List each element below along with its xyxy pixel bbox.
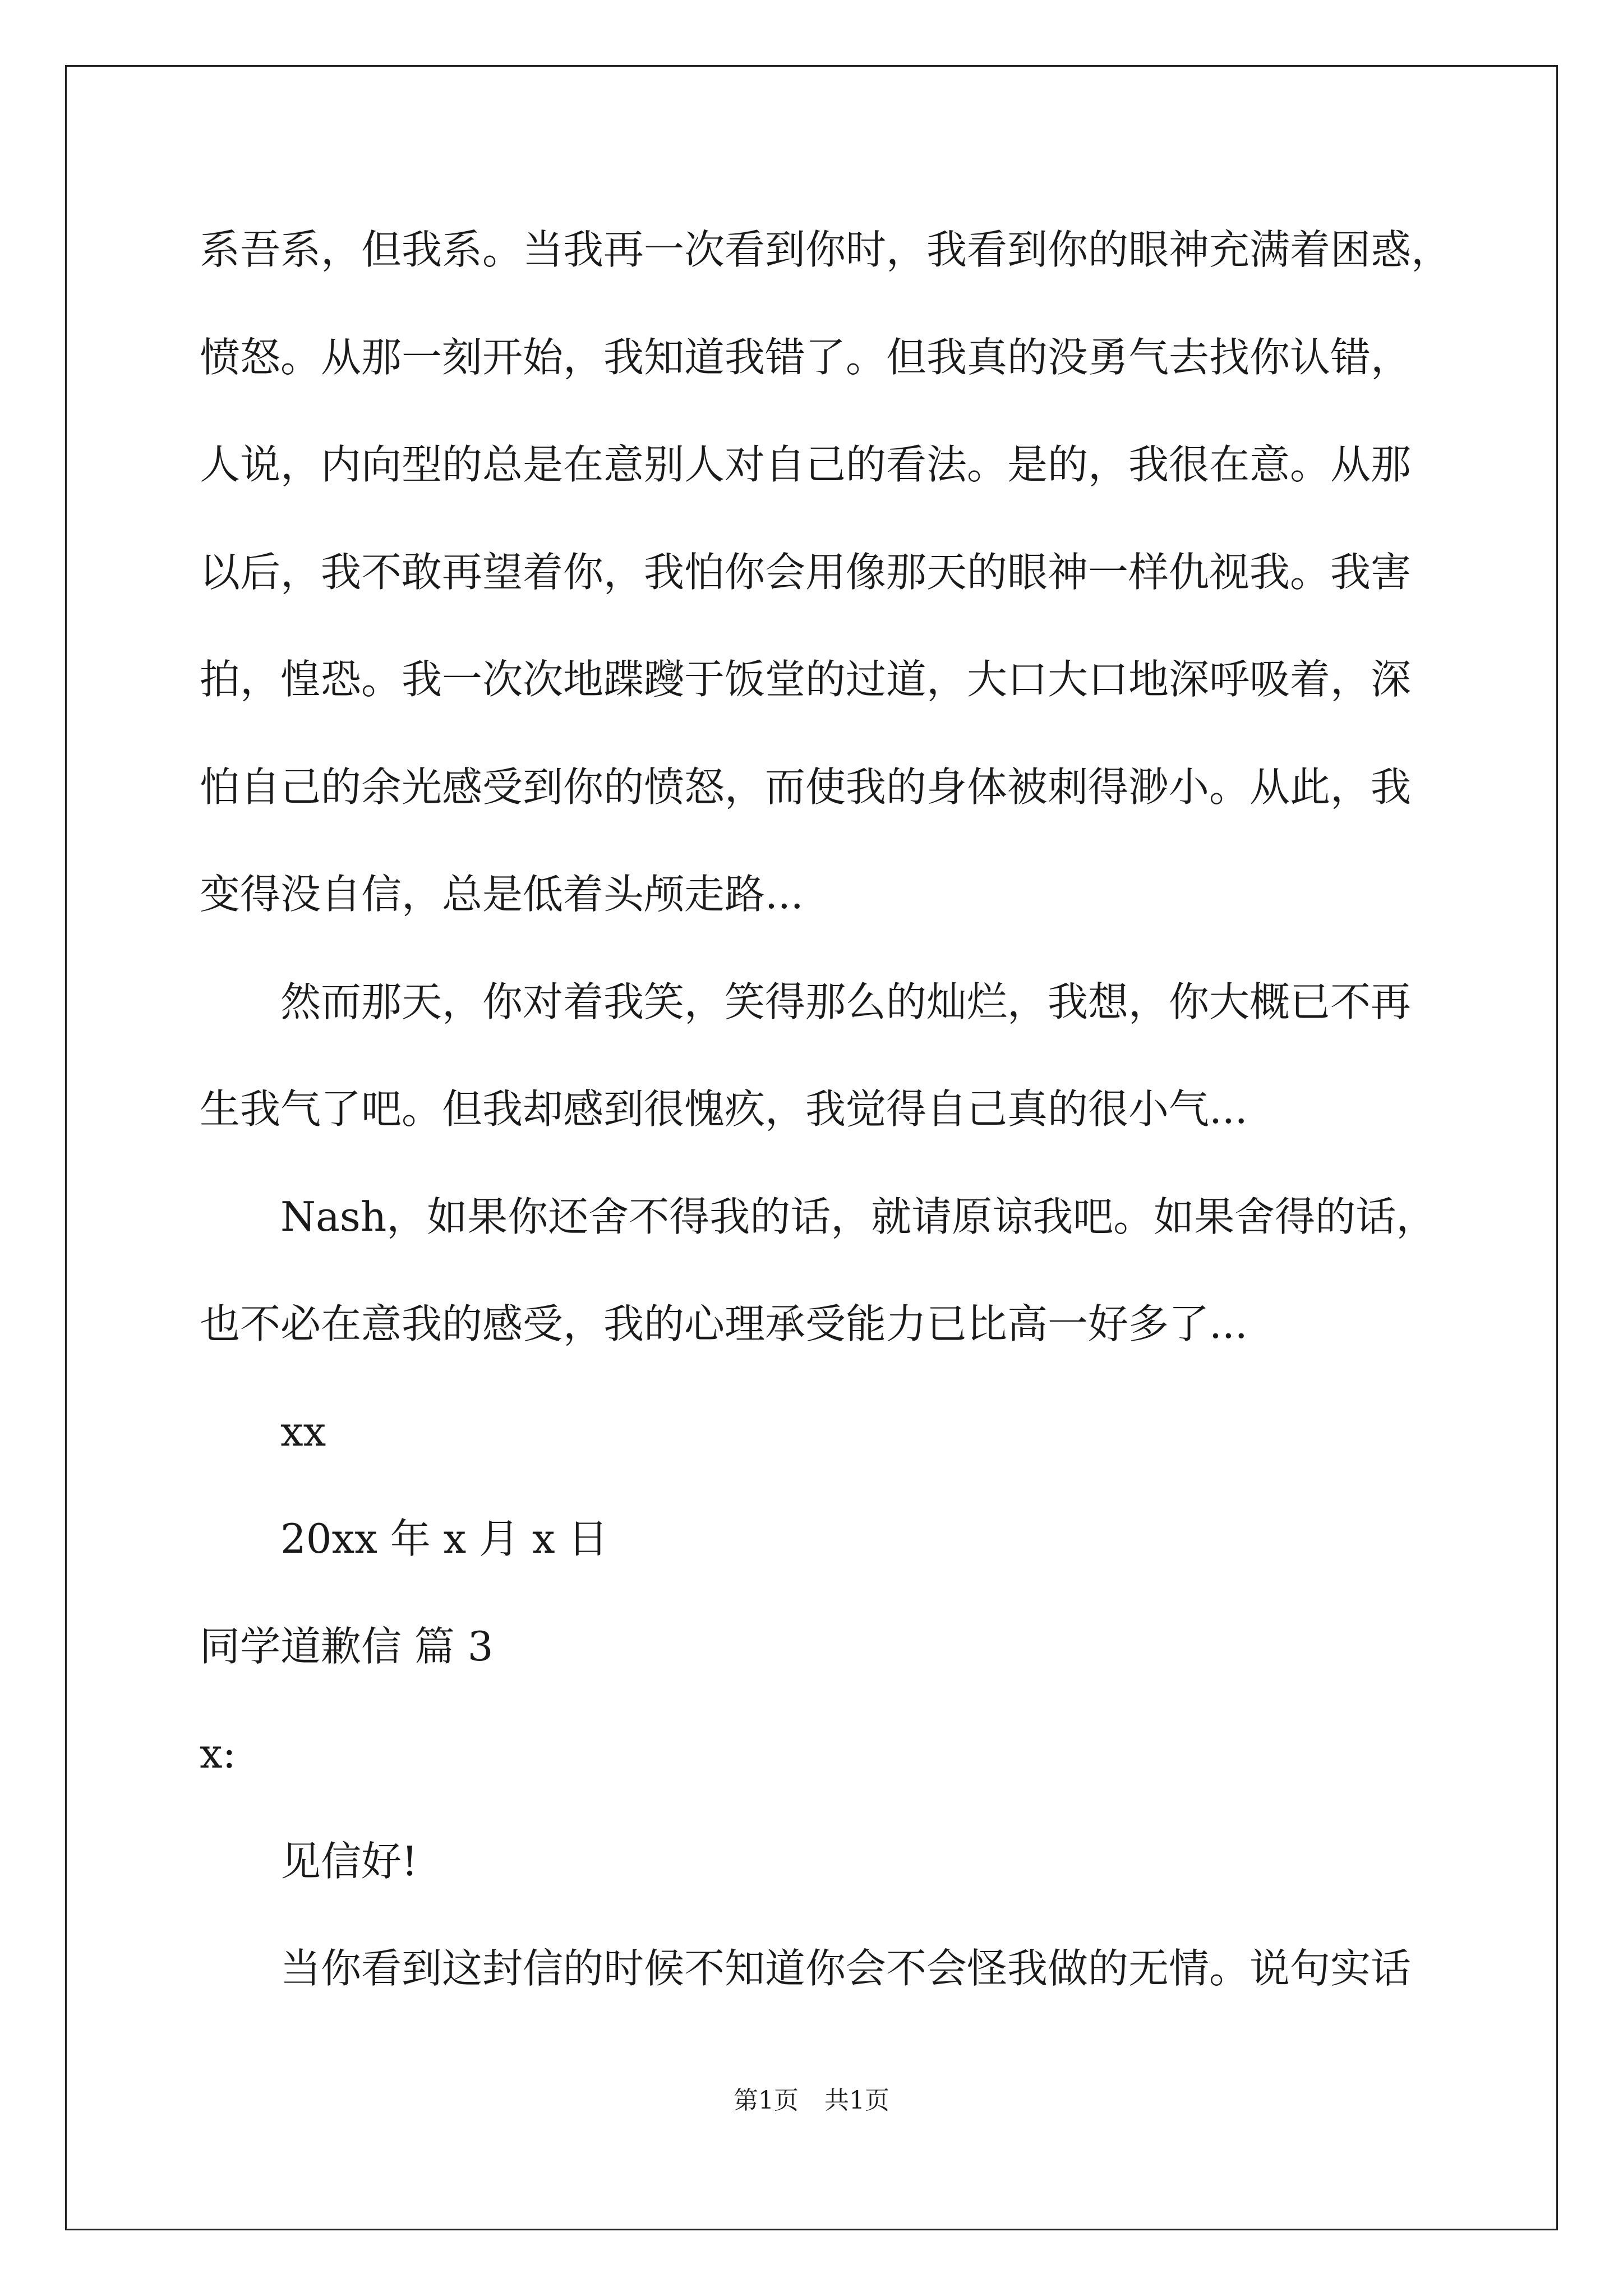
document-body	[200, 222, 1452, 2048]
text-line: 系吾系，但我系。当我再一次看到你时，我看到你的眼神充满着困惑，	[200, 226, 1452, 273]
text-line: 以后，我不敢再望着你，我怕你会用像那天的眼神一样仇视我。我害	[200, 548, 1412, 596]
signature-date: 20xx 年 x 月 x 日	[280, 1515, 608, 1562]
text-line: Nash，如果你还舍不得我的话，就请原谅我吧。如果舍得的话，	[280, 1193, 1437, 1240]
page-number-current: 第1页	[734, 2086, 799, 2115]
salutation: x:	[200, 1730, 236, 1777]
text-line: 也不必在意我的感受，我的心理承受能力已比高一好多了...	[200, 1300, 1248, 1347]
text-line: 拍，惶恐。我一次次地蹀躞于饭堂的过道，大口大口地深呼吸着，深	[200, 656, 1412, 703]
text-line: 人说，内向型的总是在意别人对自己的看法。是的，我很在意。从那	[200, 441, 1412, 488]
page-number-total: 共1页	[824, 2086, 889, 2115]
greeting-line: 见信好!	[280, 1837, 418, 1885]
text-line: 生我气了吧。但我却感到很愧疚，我觉得自己真的很小气...	[200, 1085, 1248, 1133]
text-line: 变得没自信，总是低着头颅走路...	[200, 871, 804, 918]
signature-name: xx	[280, 1407, 326, 1455]
page-footer	[0, 2084, 1623, 2118]
text-line: 怕自己的余光感受到你的愤怒，而使我的身体被刺得渺小。从此，我	[200, 763, 1412, 811]
text-line: 当你看到这封信的时候不知道你会不会怪我做的无情。说句实话	[280, 1945, 1412, 1992]
text-line: 然而那天，你对着我笑，笑得那么的灿烂，我想，你大概已不再	[280, 978, 1412, 1025]
section-heading: 同学道歉信 篇 3	[200, 1622, 494, 1670]
text-line: 愤怒。从那一刻开始，我知道我错了。但我真的没勇气去找你认错，	[200, 333, 1412, 381]
